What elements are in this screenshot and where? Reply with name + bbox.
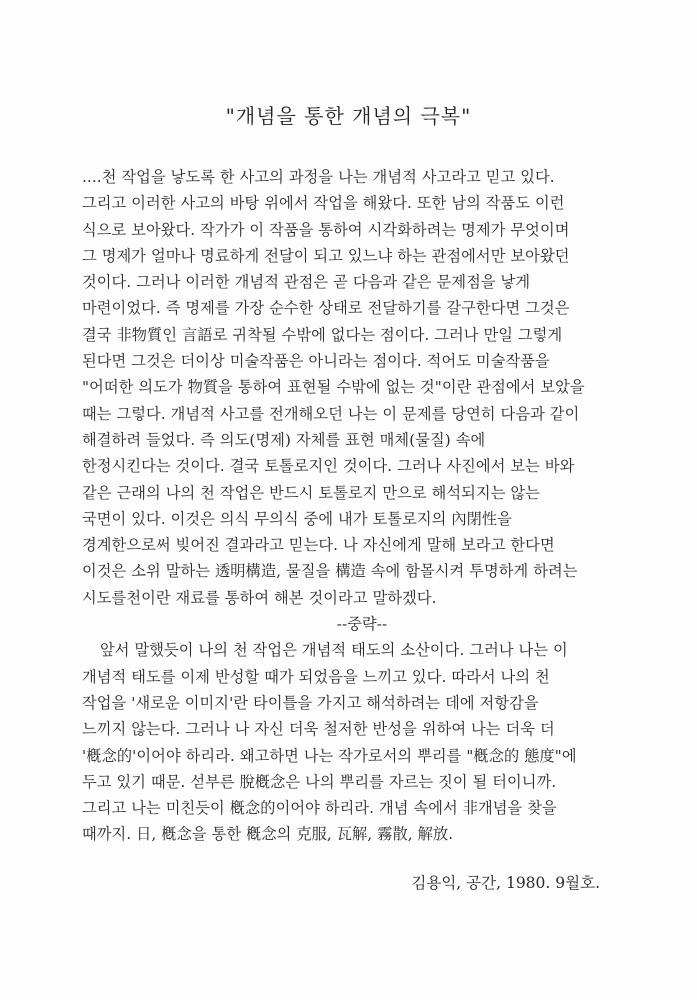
text-line: 마련이었다. 즉 명제를 가장 순수한 상태로 전달하기를 갈구한다면 그것은	[82, 299, 570, 318]
text-line: 이것은 소위 말하는 透明構造, 물질을 構造 속에 함몰시켜 투명하게 하려는	[82, 562, 578, 581]
text-line: 때까지. 日, 槪念을 통한 槪念의 克服, 瓦解, 霧散, 解放.	[82, 825, 454, 844]
text-line: 같은 근래의 나의 천 작업은 반드시 토톨로지 만으로 해석되지는 않는	[82, 483, 540, 502]
text-line: 개념적 태도를 이제 반성할 때가 되었음을 느끼고 있다. 따라서 나의 천	[82, 667, 550, 686]
text-line: 느끼지 않는다. 그러나 나 자신 더욱 철저한 반성을 위하여 나는 더욱 더	[82, 720, 555, 739]
text-line: 해결하려 들었다. 즉 의도(명제) 자체를 표현 매체(물질) 속에	[82, 430, 486, 449]
text-line: 된다면 그것은 더이상 미술작품은 아니라는 점이다. 적어도 미술작품을	[82, 352, 550, 371]
omission-marker: --중략--	[336, 615, 388, 634]
text-line: 그 명제가 얼마나 명료하게 전달이 되고 있느냐 하는 관점에서만 보아왔던	[82, 246, 570, 265]
text-line: 두고 있기 때문. 섣부른 脫槪念은 나의 뿌리를 자르는 짓이 될 터이니까.	[82, 772, 557, 791]
document-body	[82, 164, 642, 848]
text-line: 시도를천이란 재료를 통하여 해본 것이라고 말하겠다.	[82, 588, 437, 607]
text-line: 결국 非物質인 言語로 귀착될 수밖에 없다는 점이다. 그러나 만일 그렇게	[82, 325, 563, 344]
text-line: '槪念的'이어야 하리라. 왜고하면 나는 작가로서의 뿌리를 "槪念的 態度"에	[82, 746, 577, 765]
text-line: 그리고 나는 미친듯이 槪念的이어야 하리라. 개념 속에서 非개념을 찾을	[82, 799, 557, 818]
text-line: 앞서 말했듯이 나의 천 작업은 개념적 태도의 소산이다. 그러나 나는 이	[100, 641, 568, 660]
text-line: 그리고 이러한 사고의 바탕 위에서 작업을 해왔다. 또한 남의 작품도 이런	[82, 194, 565, 213]
text-line: ....천 작업을 낳도록 한 사고의 과정을 나는 개념적 사고라고 믿고 있다.	[82, 168, 555, 186]
document-title: "개념을 통한 개념의 극복"	[225, 104, 472, 128]
text-line: 국면이 있다. 이것은 의식 무의식 중에 내가 토톨로지의 內閉性을	[82, 509, 512, 528]
text-line: 것이다. 그러나 이러한 개념적 관점은 곧 다음과 같은 문제점을 낳게	[82, 273, 531, 292]
text-line: 작업을 '새로운 이미지'란 타이틀을 가지고 해석하려는 데에 저항감을	[82, 693, 539, 712]
text-line: 식으로 보아왔다. 작가가 이 작품을 통하여 시각화하려는 명제가 무엇이며	[82, 220, 570, 239]
text-line: 때는 그렇다. 개념적 사고를 전개해오던 나는 이 문제를 당연히 다음과 같이	[82, 404, 580, 423]
text-line: 한정시킨다는 것이다. 결국 토톨로지인 것이다. 그러나 사진에서 보는 바와	[82, 457, 575, 476]
text-line: 경계한으로써 빚어진 결과라고 믿는다. 나 자신에게 말해 보라고 한다면	[82, 536, 555, 555]
text-line: "어떠한 의도가 物質을 통하여 표현될 수밖에 없는 것"이란 관점에서 보았을	[82, 378, 585, 397]
source-citation: 김용익, 공간, 1980. 9월호.	[411, 874, 600, 892]
